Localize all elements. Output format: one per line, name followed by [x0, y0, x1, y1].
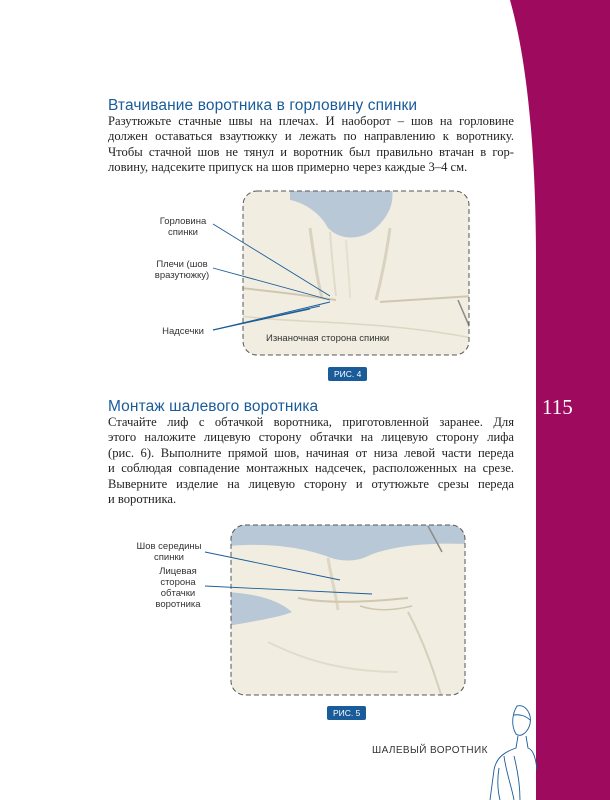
section-2-line: этого наложите лицевую сторону обтачки на лицевую сторону лифа	[108, 430, 514, 445]
page-number: 115	[542, 395, 573, 419]
section-1-title: Втачивание воротника в горловину спинки	[108, 97, 418, 114]
figure-5-badge: РИС. 5	[327, 706, 366, 720]
callout-neckline: Горловина спинки	[159, 216, 207, 238]
section-1-line: ловину, надсеките припуск на шов примерно через каждые 3–4 см.	[108, 160, 468, 175]
section-1-line: должен оставаться взаутюжку и лежать по направлению к воротнику.	[108, 129, 514, 144]
section-2-line: Стачайте лиф с обтачкой воротника, приготовленной заранее. Для	[108, 415, 514, 429]
callout-notches: Надсечки	[162, 326, 204, 337]
figure-4-badge: РИС. 4	[328, 367, 367, 381]
section-2-line: и соблюдая совпадение монтажных надсечек, расположенных на срезе.	[108, 461, 514, 476]
callout-facing-right-side: Лицевая сторона обтачки воротника	[155, 566, 201, 610]
running-footer: ШАЛЕВЫЙ ВОРОТНИК	[372, 745, 488, 756]
callout-center-back-seam: Шов середины спинки	[136, 541, 202, 563]
section-1-line: Разутюжьте стачные швы на плечах. И наоборот – шов на горловине	[108, 114, 514, 128]
section-2-line: (рис. 6). Выполните прямой шов, начиная от низа левой части переда	[108, 445, 514, 460]
section-2-title: Монтаж шалевого воротника	[108, 398, 319, 415]
section-2-line: и воротника.	[108, 492, 177, 507]
section-2-line: Выверните изделие на лицевую сторону и отутюжьте срезы переда	[108, 476, 514, 491]
callout-shoulders: Плечи (шов вразутюжку)	[154, 259, 210, 281]
figure-4-inner-label: Изнаночная сторона спинки	[266, 333, 390, 344]
section-1-line: Чтобы стачной шов не тянул и воротник был правильно втачан в гор-	[108, 144, 514, 159]
